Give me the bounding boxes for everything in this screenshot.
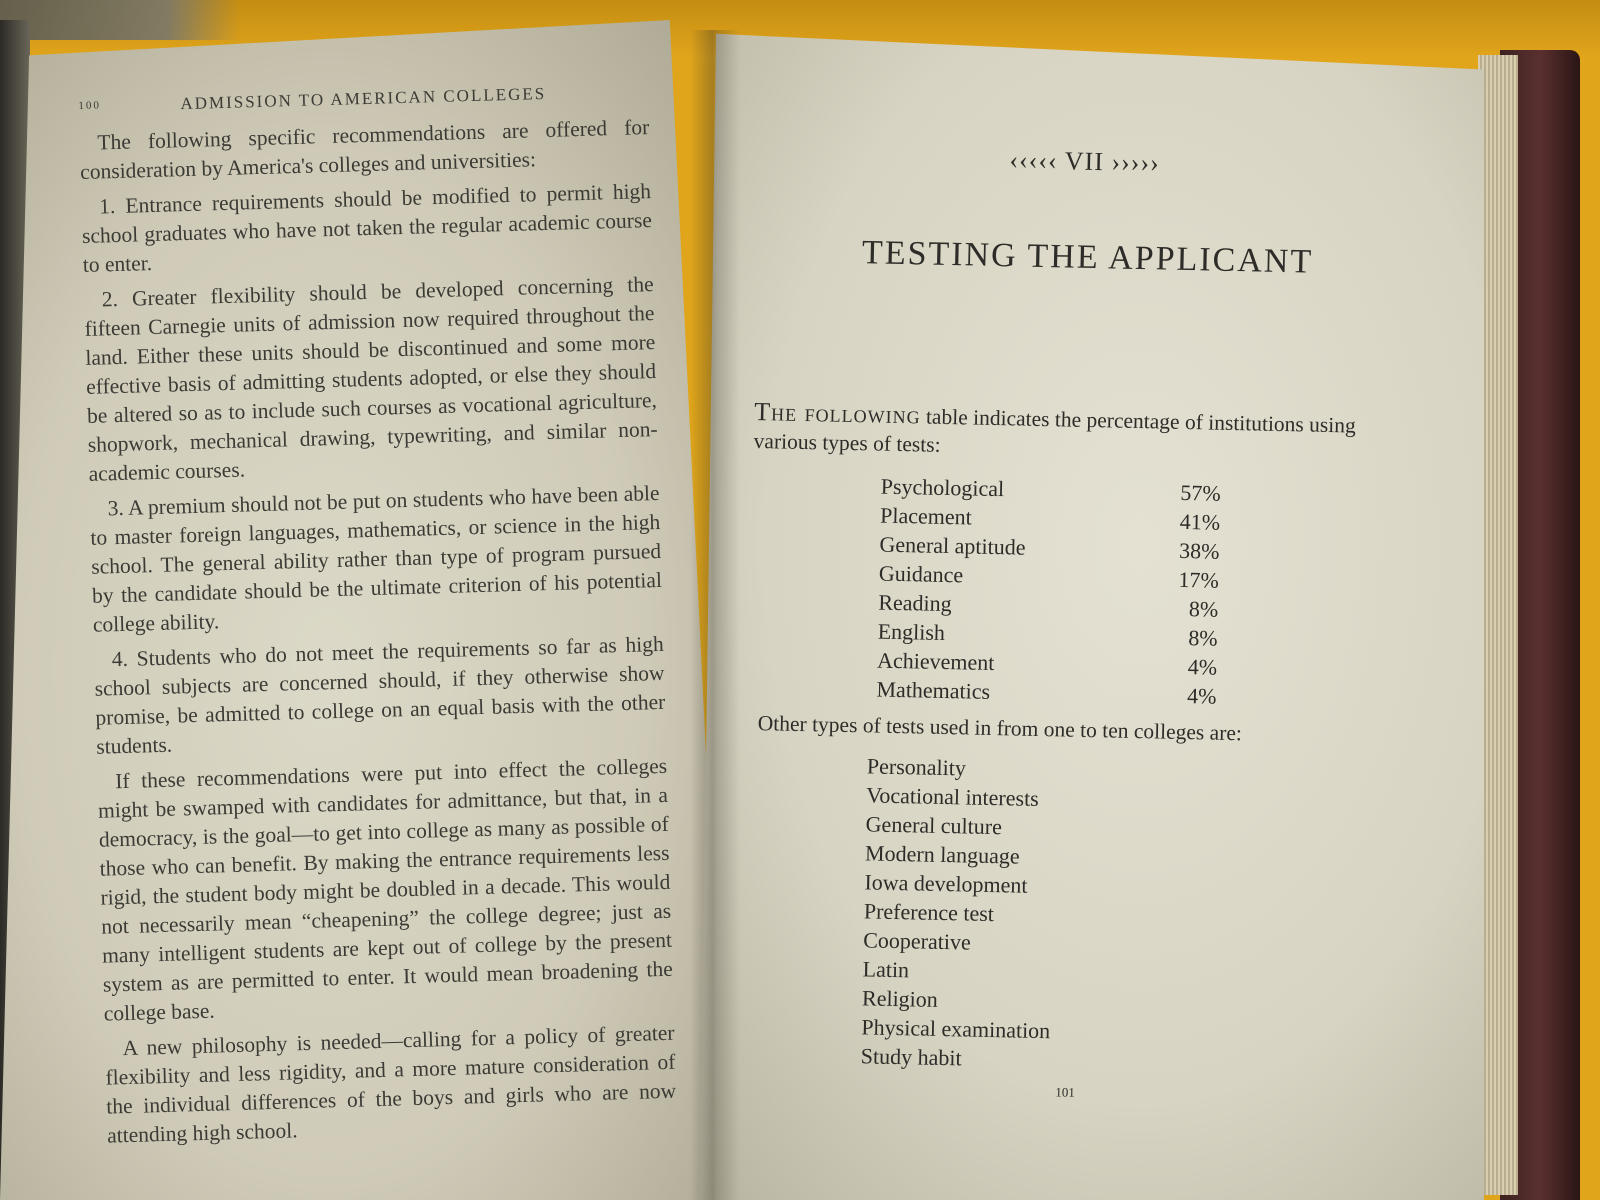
right-page-number: 101 <box>1055 1084 1076 1100</box>
paragraph: A new philosophy is needed—calling for a policy of greater flexibility and less rigidity, and a more mature consideration of the individual differences of the boys and girls who are now attending high school. <box>105 1020 677 1148</box>
left-page-text <box>78 76 678 1157</box>
test-name: Achievement <box>876 647 995 676</box>
paragraph: The following specific recommendations are offered for consideration by America's colleges and universities: <box>79 115 650 184</box>
list-item: Preference test <box>863 898 995 927</box>
test-percent: 4% <box>1187 654 1218 680</box>
list-item: Personality <box>866 753 967 781</box>
list-item: Modern language <box>864 840 1020 869</box>
list-item: Cooperative <box>863 927 972 955</box>
intro-text: table indicates the percentage of institutions using various types of tests: <box>753 404 1357 457</box>
list-item: Latin <box>862 956 910 983</box>
test-name: Guidance <box>878 560 964 588</box>
list-item: Study habit <box>860 1043 962 1071</box>
right-page-text <box>740 140 1380 1107</box>
test-name: General aptitude <box>879 531 1026 560</box>
list-item: Vocational interests <box>866 782 1040 811</box>
chapter-title: TESTING THE APPLICANT <box>861 234 1314 281</box>
test-percent: 41% <box>1179 508 1221 535</box>
tests-table <box>876 472 1221 711</box>
list-item: Physical examination <box>861 1014 1051 1044</box>
page-edges <box>1478 55 1518 1195</box>
test-percent: 38% <box>1178 537 1220 564</box>
test-percent: 8% <box>1188 596 1219 622</box>
book-gutter <box>690 30 740 1200</box>
test-percent: 8% <box>1188 625 1218 651</box>
paragraph: 3. A premium should not be put on students who have been able to master foreign languages, mathematics, or science in the high school. The general ability rather than type of program pursued by the candidate should be the ultimate criterion of his potential college ability. <box>90 480 663 637</box>
running-head-title: ADMISSION TO AMERICAN COLLEGES <box>180 83 547 114</box>
test-percent: 4% <box>1186 683 1217 709</box>
intro-paragraph <box>753 398 1374 468</box>
other-tests-intro: Other types of tests used in from one to ten colleges are: <box>757 711 1243 746</box>
test-percent: 17% <box>1178 566 1220 593</box>
paragraph: 1. Entrance requirements should be modified to permit high school graduates who have not taken the regular academic course to enter. <box>81 179 653 277</box>
list-item: Iowa development <box>864 869 1028 898</box>
paragraph: If these recommendations were put into effect the colleges might be swamped with candidates for admittance, but that, in a democracy, is the goal—to get into college as many as possible of those who can benefit. By making the entrance requirements less rigid, the student body might be doubled in a decade. This would not necessarily mean “cheapening” the college degree; just as many intelligent students are kept out of college by the present system as are permitted to enter. It would mean broadening the college base. <box>97 753 674 1026</box>
paragraph: 2. Greater flexibility should be developed concerning the fifteen Carnegie units of admission now required throughout the land. Either these units should be discontinued and some more effective basis of admitting students adopted, or else they should be altered so as to include such courses as vocational agriculture, shopwork, mechanical drawing, typewriting, and similar non-academic courses. <box>84 272 658 486</box>
list-item: Religion <box>861 985 939 1012</box>
other-tests-list <box>861 751 1368 1080</box>
list-item: General culture <box>865 811 1003 840</box>
left-page-number: 100 <box>78 99 102 112</box>
test-name: Mathematics <box>876 676 991 704</box>
table-row <box>876 675 1217 711</box>
test-name: Reading <box>878 589 952 617</box>
test-percent: 57% <box>1180 479 1221 506</box>
test-name: Placement <box>879 502 973 530</box>
intro-smallcaps: The following <box>754 396 921 430</box>
chapter-number: ‹‹‹‹‹ VII ››››› <box>1009 145 1161 178</box>
background-object <box>0 0 240 40</box>
test-name: English <box>877 618 946 645</box>
paragraph: 4. Students who do not meet the requirements so far as high school subjects are concerned should, if they otherwise show promise, be admitted to college on an equal basis with the other students. <box>94 631 666 759</box>
test-name: Psychological <box>880 473 1005 502</box>
